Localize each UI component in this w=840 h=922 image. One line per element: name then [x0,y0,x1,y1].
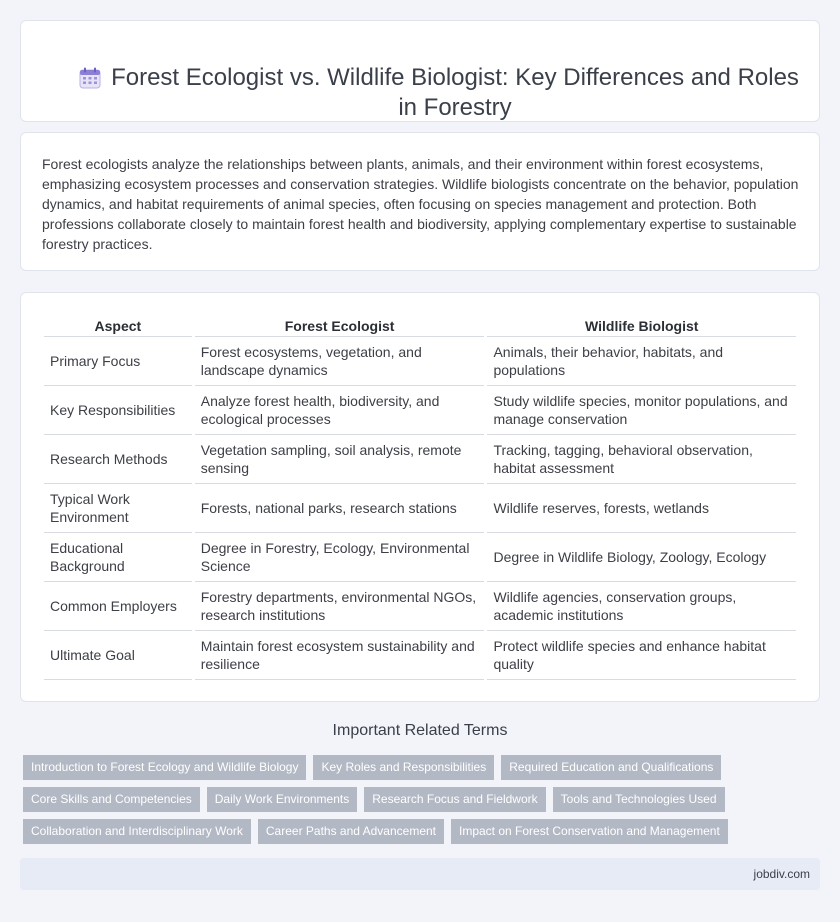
related-terms-title: Important Related Terms [332,722,508,739]
related-term-tag[interactable]: Key Roles and Responsibilities [313,755,494,780]
cell-forest-ecologist: Forestry departments, environmental NGOs, research institutions [195,582,485,631]
cell-wildlife-biologist: Study wildlife species, monitor populations, and manage conservation [487,386,796,435]
calendar-icon [79,67,101,89]
related-term-tag[interactable]: Tools and Technologies Used [553,787,725,812]
cell-forest-ecologist: Forest ecosystems, vegetation, and landscape dynamics [195,337,485,386]
page-title: Forest Ecologist vs. Wildlife Biologist: Key Differences and Roles in Forestry [111,64,799,121]
comparison-table-card [20,292,820,702]
header-forest-ecologist: Forest Ecologist [195,315,485,337]
footer [20,858,820,890]
table-row [44,533,796,582]
cell-aspect: Educational Background [44,533,192,582]
table-row [44,337,796,386]
related-term-tag[interactable]: Collaboration and Interdisciplinary Work [23,819,251,844]
cell-aspect: Typical Work Environment [44,484,192,533]
table-row [44,631,796,680]
cell-forest-ecologist: Forests, national parks, research stations [195,484,485,533]
cell-aspect: Ultimate Goal [44,631,192,680]
table-row [44,484,796,533]
related-term-tag[interactable]: Introduction to Forest Ecology and Wildlife Biology [23,755,306,780]
cell-wildlife-biologist: Animals, their behavior, habitats, and populations [487,337,796,386]
header-wildlife-biologist: Wildlife Biologist [487,315,796,337]
related-terms-list [23,755,823,851]
cell-forest-ecologist: Analyze forest health, biodiversity, and ecological processes [195,386,485,435]
table-row [44,435,796,484]
cell-aspect: Key Responsibilities [44,386,192,435]
intro-card [20,132,820,271]
table-header-row [44,315,796,337]
cell-forest-ecologist: Degree in Forestry, Ecology, Environmental Science [195,533,485,582]
table-row [44,386,796,435]
cell-wildlife-biologist: Tracking, tagging, behavioral observation, habitat assessment [487,435,796,484]
related-term-tag[interactable]: Impact on Forest Conservation and Management [451,819,728,844]
related-term-tag[interactable]: Required Education and Qualifications [501,755,721,780]
related-term-tag[interactable]: Daily Work Environments [207,787,357,812]
cell-aspect: Primary Focus [44,337,192,386]
header-aspect: Aspect [44,315,192,337]
cell-wildlife-biologist: Wildlife agencies, conservation groups, academic institutions [487,582,796,631]
related-term-tag[interactable]: Core Skills and Competencies [23,787,200,812]
tag-row [23,819,823,844]
footer-site-link[interactable]: jobdiv.com [753,867,810,881]
cell-aspect: Research Methods [44,435,192,484]
title-card [20,20,820,122]
related-term-tag[interactable]: Research Focus and Fieldwork [364,787,545,812]
tag-row [23,755,823,780]
table-row [44,582,796,631]
cell-forest-ecologist: Vegetation sampling, soil analysis, remote sensing [195,435,485,484]
intro-paragraph: Forest ecologists analyze the relationships between plants, animals, and their environment within forest ecosystems, emphasizing ecosystem processes and conservation strategies. Wildlife biologists concentrate on the behavior, population dynamics, and habitat requirements of animal species, often focusing on species management and protection. Both professions collaborate closely to maintain forest health and biodiversity, applying complementary expertise to sustainable forestry practices. [42,156,799,252]
cell-aspect: Common Employers [44,582,192,631]
cell-wildlife-biologist: Protect wildlife species and enhance habitat quality [487,631,796,680]
comparison-table [41,315,799,680]
cell-forest-ecologist: Maintain forest ecosystem sustainability and resilience [195,631,485,680]
cell-wildlife-biologist: Degree in Wildlife Biology, Zoology, Ecology [487,533,796,582]
related-term-tag[interactable]: Career Paths and Advancement [258,819,444,844]
cell-wildlife-biologist: Wildlife reserves, forests, wetlands [487,484,796,533]
tag-row [23,787,823,812]
